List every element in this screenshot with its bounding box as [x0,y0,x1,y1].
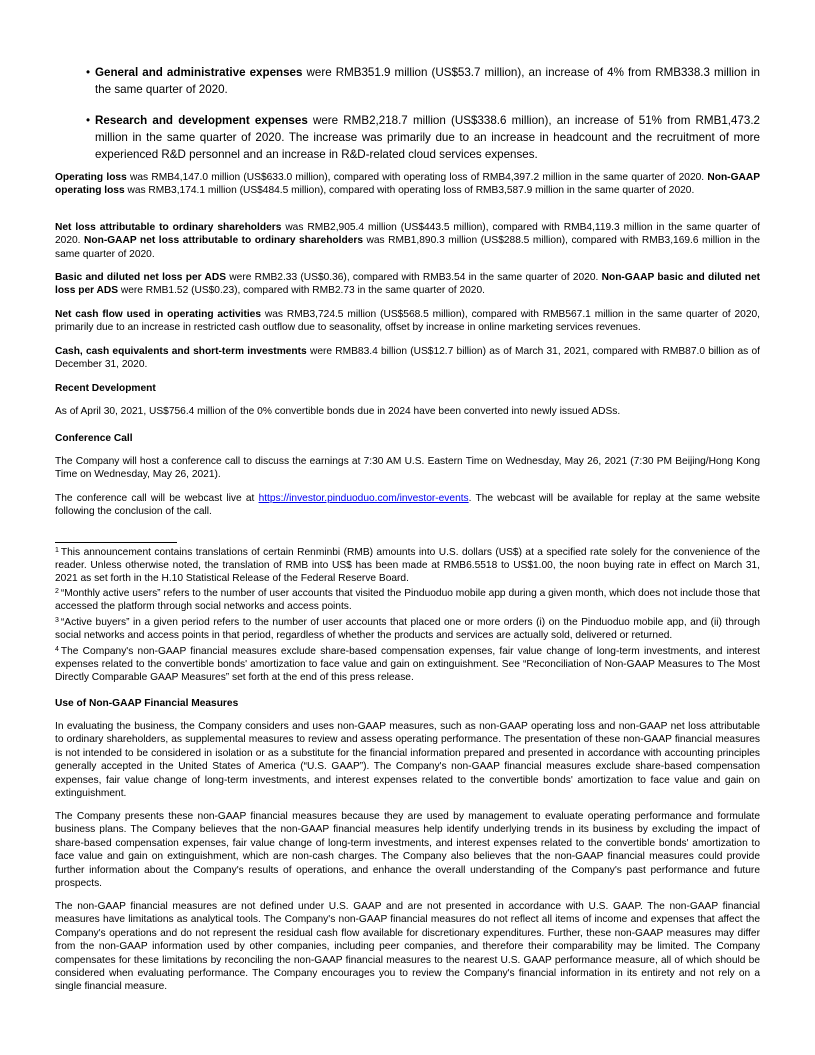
bold-term: Research and development expenses [95,114,308,127]
text: was RMB2,905.4 million (US$443.5 million), compared with RMB4,119.3 million in the same quarter of 2020. [55,222,760,247]
bold-term: Net loss attributable to ordinary shareholders [55,222,282,233]
text: were RMB1.52 (US$0.23), compared with RMB2.73 in the same quarter of 2020. [118,285,485,297]
recent-development-text: As of April 30, 2021, US$756.4 million of the 0% convertible bonds due in 2024 have been converted into newly issued ADSs. [55,406,621,417]
footnote-1 [55,546,760,585]
text: was RMB3,724.5 million (US$568.5 million), compared with RMB567.1 million in the same quarter of 2020, primarily due to an increase in restricted cash outflow due to seasonality, offset by increase in online marketing services revenues. [55,309,760,334]
footnote-text: “Active buyers” in a given period refers to the number of user accounts that placed one or more orders (i) on the Pinduoduo mobile app, and (ii) through social networks and access points in that period, regardless of whether the products and services are actually sold, delivered or returned. [55,617,760,641]
text: was RMB4,147.0 million (US$633.0 million), compared with operating loss of RMB4,397.2 million in the same quarter of 2020. [126,172,708,183]
footnote-number: 3 [55,617,59,624]
per-ads-paragraph [55,271,760,298]
bold-term: Cash, cash equivalents and short-term investments [55,346,307,357]
non-gaap-heading: Use of Non-GAAP Financial Measures [55,698,239,709]
footnote-number: 2 [55,588,59,595]
footnote-number: 4 [55,646,59,653]
bullet-icon: • [86,114,91,127]
net-loss-paragraph [55,221,760,261]
conference-call-paragraph: The Company will host a conference call to discuss the earnings at 7:30 AM U.S. Eastern Time on Wednesday, May 26, 2021 (7:30 PM Beijing/Hong Kong Time on Wednesday, May 26, 2021). [55,456,760,481]
text: were RMB2.33 (US$0.36), compared with RMB3.54 in the same quarter of 2020. [226,272,602,283]
bold-term: Non-GAAP basic and diluted net loss per ADS [55,272,760,297]
bold-term: Operating loss [55,172,127,183]
bullet-text: were RMB351.9 million (US$53.7 million), an increase of 4% from RMB338.3 million in the same quarter of 2020. [95,66,760,96]
cash-paragraph [55,345,760,372]
operating-loss-paragraph [55,171,760,198]
footnote-4 [55,645,760,684]
cash-flow-paragraph [55,308,760,335]
non-gaap-paragraph-1: In evaluating the business, the Company considers and uses non-GAAP measures, such as non-GAAP operating loss and non-GAAP net loss attributable to ordinary shareholders, as supplemental measures to review and assess operating performance. The presentation of these non-GAAP financial measures is not intended to be considered in isolation or as a substitute for the financial information prepared and presented in accordance with accounting principles generally accepted in the United States of America (“U.S. GAAP”). The Company's non-GAAP financial measures exclude share-based compensation expenses, fair value change of long-term investments, and interest expenses related to the convertible bonds' amortization to face value and gain on extinguishment. [55,721,760,800]
bold-term: Net cash flow used in operating activities [55,309,262,320]
conference-call-heading: Conference Call [55,433,133,444]
footnote-number: 1 [55,547,59,554]
text: The conference call will be webcast live at [55,493,259,504]
text: were RMB83.4 billion (US$12.7 billion) as of March 31, 2021, compared with RMB87.0 billion as of December 31, 2020. [55,346,761,371]
bullet-rd-expenses [86,112,760,163]
footnote-text: The Company's non-GAAP financial measures exclude share-based compensation expenses, fair value change of long-term investments, and interest expenses related to the convertible bonds' amortization to face value and gain on extinguishment. See “Reconciliation of Non-GAAP Measures to The Most Directly Comparable GAAP Measures” set forth at the end of this press release. [55,646,760,683]
text: was RMB3,174.1 million (US$484.5 million), compared with operating loss of RMB3,587.9 million in the same quarter of 2020. [124,185,695,197]
text: was RMB1,890.3 million (US$288.5 million), compared with RMB3,169.6 million in the same quarter of 2020. [55,235,761,260]
bold-term: Non-GAAP operating loss [55,172,761,197]
bullet-ga-expenses [86,64,760,98]
bullet-text: were RMB2,218.7 million (US$338.6 million), an increase of 51% from RMB1,473.2 million in the same quarter of 2020. The increase was primarily due to an increase in headcount and the recruitment of more experienced R&D personnel and an increase in R&D-related cloud services expenses. [95,114,760,161]
investor-events-link[interactable]: https://investor.pinduoduo.com/investor-events [258,493,469,504]
bold-term: General and administrative expenses [95,66,303,79]
text: . The webcast will be available for replay at the same website following the conclusion of the call. [55,493,760,518]
footnote-text: “Monthly active users” refers to the number of user accounts that visited the Pinduoduo mobile app during a given month, which does not include those that accessed the platform through social networks and access points. [55,588,760,612]
non-gaap-paragraph-2: The Company presents these non-GAAP financial measures because they are used by management to evaluate operating performance and formulate business plans. The Company believes that the non-GAAP financial measures help identify underlying trends in its business by excluding the impact of share-based compensation expenses, fair value change of long-term investments, and interest expenses related to the convertible bonds' amortization to face value and gain on extinguishment, which are non-cash charges. The Company also believes that the non-GAAP financial measures could provide further information about the Company's results of operations, and enhance the overall understanding of the Company's past performance and future prospects. [55,811,760,890]
non-gaap-paragraph-3: The non-GAAP financial measures are not defined under U.S. GAAP and are not presented in accordance with U.S. GAAP. The non-GAAP financial measures have limitations as analytical tools. The Company's non-GAAP financial measures do not reflect all items of income and expenses that affect the Company's operations and do not represent the residual cash flow available for discretionary expenditures. Further, these non-GAAP measures may differ from the non-GAAP information used by other companies, including peer companies, and therefore their comparability may be limited. The Company compensates for these limitations by reconciling the non-GAAP financial measures to the nearest U.S. GAAP performance measure, all of which should be considered when evaluating performance. The Company encourages you to review the Company's financial information in its entirety and not rely on a single financial measure. [55,901,760,993]
footnote-text: This announcement contains translations of certain Renminbi (RMB) amounts into U.S. dollars (US$) at a specified rate solely for the convenience of the reader. Unless otherwise noted, the translation of RMB into US$ has been made at RMB6.5518 to US$1.00, the noon buying rate in effect on March 31, 2021 as set forth in the H.10 Statistical Release of the Federal Reserve Board. [55,547,760,584]
footnote-2 [55,587,760,613]
bold-term: Non-GAAP net loss attributable to ordinary shareholders [84,235,363,247]
footnote-divider [55,542,177,543]
bold-term: Basic and diluted net loss per ADS [55,272,227,283]
bullet-icon: • [86,66,91,79]
footnote-3 [55,616,760,642]
webcast-paragraph [55,492,760,519]
recent-development-heading: Recent Development [55,383,156,394]
